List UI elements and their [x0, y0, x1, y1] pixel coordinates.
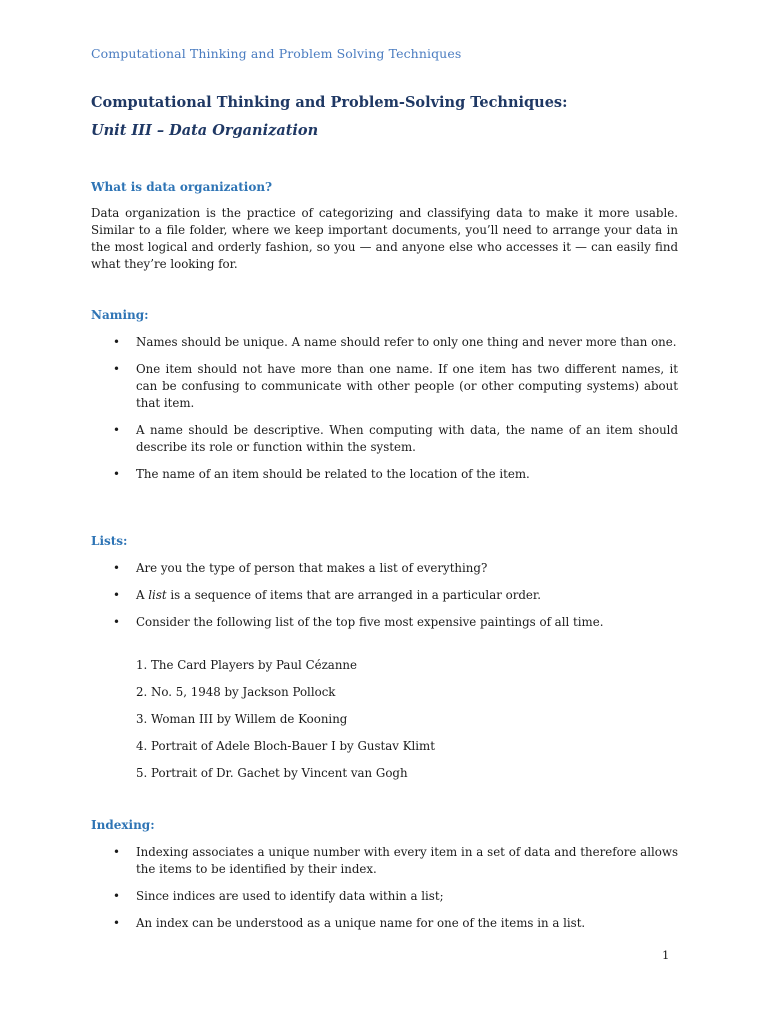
list-item-text: Indexing associates a unique number with every item in a set of data and therefore allows the items to be identified by their index. [136, 845, 678, 876]
list-item-text: An index can be understood as a unique name for one of the items in a list. [136, 916, 586, 930]
list-item-text: Are you the type of person that makes a list of everything? [136, 561, 488, 575]
bullet-icon: • [113, 916, 120, 930]
list-item [91, 614, 678, 631]
bullet-icon: • [113, 615, 120, 629]
bullet-icon: • [113, 467, 120, 481]
document-title: Computational Thinking and Problem-Solving Techniques: [91, 94, 568, 111]
document-subtitle: Unit III – Data Organization [91, 122, 319, 139]
list-item [91, 560, 678, 577]
list-item: 1. The Card Players by Paul Cézanne [136, 658, 357, 672]
running-header: Computational Thinking and Problem Solving Techniques [91, 46, 462, 61]
bullet-icon: • [113, 362, 120, 376]
paragraph-data-organization: Data organization is the practice of categorizing and classifying data to make it more usable. Similar to a file folder, where we keep important documents, you’ll need to arrange your data in the most logical and orderly fashion, so you — and anyone else who accesses it — can easily find what they’re looking for. [91, 206, 678, 271]
list-item [91, 888, 678, 905]
naming-bullet-list [91, 334, 678, 493]
paintings-numbered-list [136, 657, 676, 792]
list-item-text: Consider the following list of the top five most expensive paintings of all time. [136, 615, 604, 629]
list-item [91, 422, 678, 456]
bullet-icon: • [113, 889, 120, 903]
list-item: 4. Portrait of Adele Bloch-Bauer I by Gustav Klimt [136, 739, 435, 753]
heading-indexing: Indexing: [91, 818, 155, 832]
list-item-text-prefix: A [136, 588, 149, 602]
heading-lists: Lists: [91, 534, 128, 548]
bullet-icon: • [113, 335, 120, 349]
page-number: 1 [662, 948, 670, 962]
list-item-text-suffix: is a sequence of items that are arranged in a particular order. [166, 588, 541, 602]
bullet-icon: • [113, 423, 120, 437]
list-item [91, 466, 678, 483]
list-item-text: A name should be descriptive. When computing with data, the name of an item should describe its role or function within the system. [136, 423, 678, 454]
bullet-icon: • [113, 561, 120, 575]
list-item-text: One item should not have more than one name. If one item has two different names, it can be confusing to communicate with other people (or other computing systems) about that item. [136, 362, 678, 410]
heading-naming: Naming: [91, 308, 149, 322]
list-item [91, 361, 678, 412]
list-item: 5. Portrait of Dr. Gachet by Vincent van Gogh [136, 766, 408, 780]
list-item [91, 844, 678, 878]
list-item [91, 915, 678, 932]
list-term-emphasis: list [148, 588, 167, 602]
list-item [91, 334, 678, 351]
indexing-bullet-list [91, 844, 678, 942]
list-item: 3. Woman III by Willem de Kooning [136, 712, 348, 726]
heading-what-is-data-organization: What is data organization? [91, 180, 273, 194]
bullet-icon: • [113, 845, 120, 859]
list-item-text: The name of an item should be related to the location of the item. [136, 467, 530, 481]
list-item [91, 587, 678, 604]
bullet-icon: • [113, 588, 120, 602]
list-item-text: Names should be unique. A name should refer to only one thing and never more than one. [136, 335, 677, 349]
list-item-text: Since indices are used to identify data within a list; [136, 889, 444, 903]
lists-bullet-list [91, 560, 678, 641]
list-item: 2. No. 5, 1948 by Jackson Pollock [136, 685, 336, 699]
